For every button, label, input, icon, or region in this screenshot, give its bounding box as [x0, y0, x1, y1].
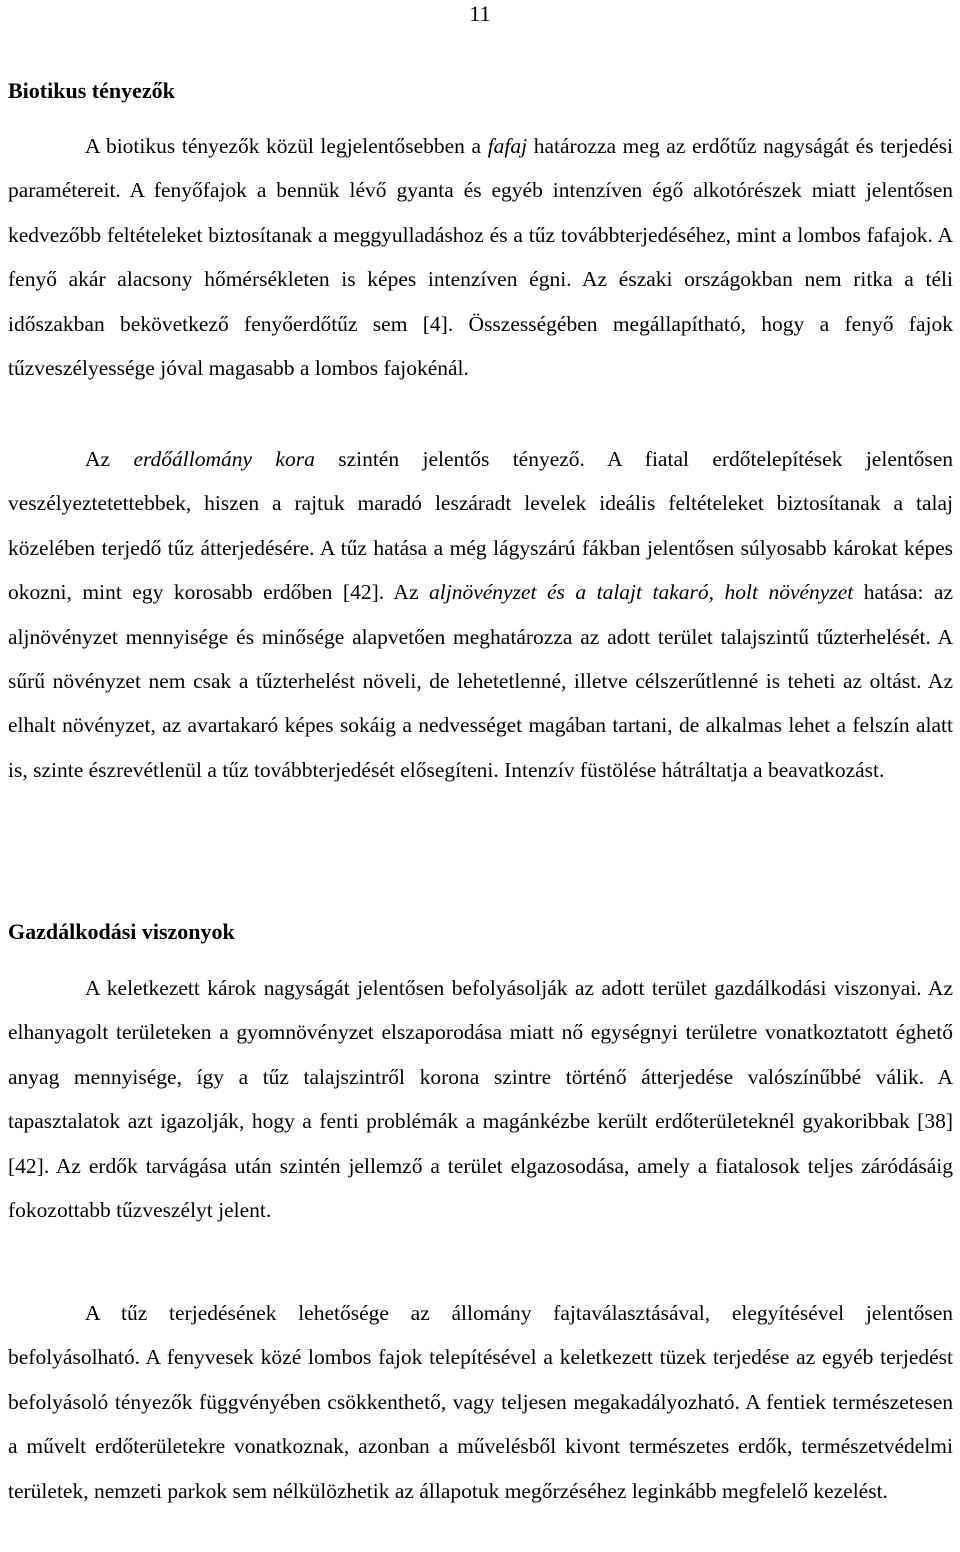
- text-run: A keletkezett károk nagyságát jelentősen befolyásolják az adott terület gazdálkodási viszonyai. Az elhanyagolt területeken a gyomnövényzet elszaporodása miatt nő egységnyi területre vonatkoztatott éghető anyag mennyisége, így a tűz talajszintről korona szintre történő átterjedése valószínűbbé válik. A tapasztalatok azt igazolják, hogy a fenti problémák a magánkézbe került erdőterületeknél gyakoribbak [38] [42]. Az erdők tarvágása után szintén jellemző a terület elgazosodása, amely a fiatalosok teljes záródásáig fokozottabb tűzveszélyt jelent.: [8, 976, 953, 1223]
- page-number: 11: [469, 1, 491, 26]
- text-run: Az: [85, 447, 134, 471]
- section-heading-management: Gazdálkodási viszonyok: [8, 919, 235, 944]
- section-heading-biotic: Biotikus tényezők: [8, 78, 175, 103]
- text-run: hatása: az aljnövényzet mennyisége és minősége alapvetően meghatározza az adott terület talajszintű tűzterhelését. A sűrű növényzet nem csak a tűzterhelést növeli, de lehetetlenné, illetve célszerűtlenné is teheti az oltást. Az elhalt növényzet, az avartakaró képes sokáig a nedvességet magában tartani, de alkalmas lehet a felszín alatt is, szinte észrevétlenül a tűz továbbterjedését elősegíteni. Intenzív füstölése hátráltatja a beavatkozást.: [8, 580, 954, 782]
- italic-term: erdőállomány kora: [133, 447, 315, 471]
- paragraph-management-2: [8, 1291, 953, 1513]
- paragraph-biotic-1: [8, 124, 953, 390]
- text-run: A tűz terjedésének lehetősége az állomány fajtaválasztásával, elegyítésével jelentősen befolyásolható. A fenyvesek közé lombos fajok telepítésével a keletkezett tüzek terjedése az egyéb terjedést befolyásoló tényezők függvényében csökkenthető, vagy teljesen megakadályozható. A fentiek természetesen a művelt erdőterületekre vonatkoznak, azonban a művelésből kivont természetes erdők, természetvédelmi területek, nemzeti parkok sem nélkülözhetik az állapotuk megőrzéséhez leginkább megfelelő kezelést.: [8, 1301, 953, 1503]
- paragraph-management-1: [8, 966, 953, 1232]
- italic-term: fafaj: [487, 134, 528, 158]
- paragraph-biotic-2: [8, 437, 953, 792]
- text-run: határozza meg az erdőtűz nagyságát és terjedési paramétereit. A fenyőfajok a bennük lévő gyanta és egyéb intenzíven égő alkotórészek miatt jelentősen kedvezőbb feltételeket biztosítanak a meggyulladáshoz és a tűz továbbterjedéséhez, mint a lombos fafajok. A fenyő akár alacsony hőmérsékleten is képes intenzíven égni. Az északi országokban nem ritka a téli időszakban bekövetkező fenyőerdőtűz sem [4]. Összességében megállapítható, hogy a fenyő fajok tűzveszélyessége jóval magasabb a lombos fajokénál.: [8, 134, 954, 381]
- text-run: szintén jelentős tényező. A fiatal erdőtelepítések jelentősen veszélyeztetettebbek, hiszen a rajtuk maradó leszáradt levelek ideális feltételeket biztosítanak a talaj közelében terjedő tűz átterjedésére. A tűz hatása a még lágyszárú fákban jelentősen súlyosabb károkat képes okozni, mint egy korosabb erdőben [42]. Az: [8, 447, 953, 605]
- italic-term: aljnövényzet és a talajt takaró, holt növényzet: [429, 580, 854, 605]
- text-run: A biotikus tényezők közül legjelentősebben a: [85, 134, 488, 158]
